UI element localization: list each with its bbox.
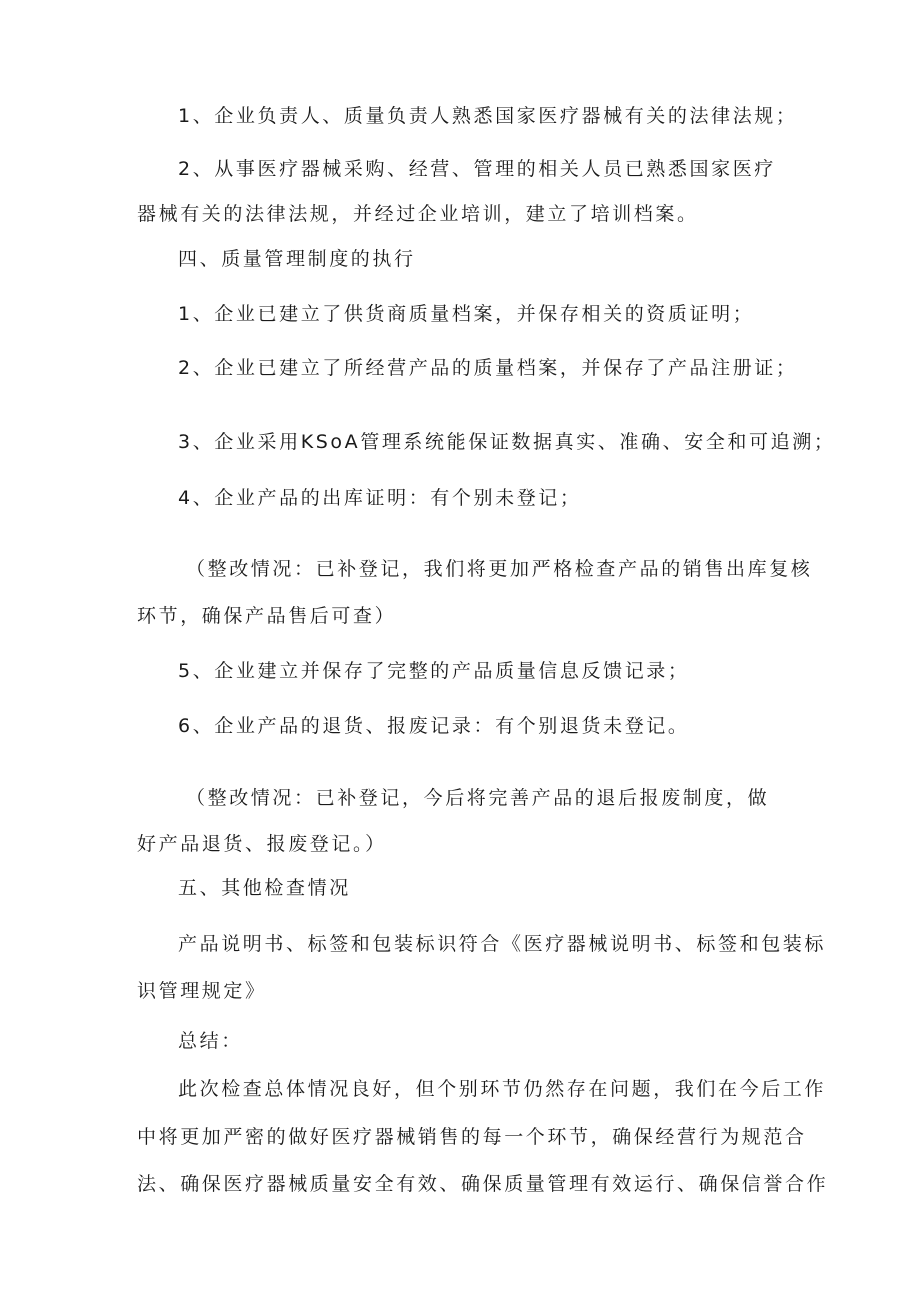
rectification-note-2-line-2: 好产品退货、报废登记。）: [137, 833, 387, 855]
rectification-note-1-line-1: （整改情况：已补登记，我们将更加严格检查产品的销售出库复核: [186, 558, 813, 580]
item-management-system: 3、企业采用KSoA管理系统能保证数据真实、准确、安全和可追溯；: [178, 431, 836, 453]
rectification-note-2-line-1: （整改情况：已补登记，今后将完善产品的退后报废制度，做: [186, 787, 770, 809]
labeling-compliance-line-1: 产品说明书、标签和包装标识符合《医疗器械说明书、标签和包装标: [178, 933, 827, 955]
item-product-archive: 2、企业已建立了所经营产品的质量档案，并保存了产品注册证；: [178, 357, 798, 379]
summary-paragraph-line-1: 此次检查总体情况良好，但个别环节仍然存在问题，我们在今后工作: [178, 1078, 827, 1100]
rectification-note-1-line-2: 环节，确保产品售后可查）: [137, 605, 397, 627]
summary-paragraph-line-3: 法、确保医疗器械质量安全有效、确保质量管理有效运行、确保信誉合作: [137, 1173, 829, 1195]
section-heading-4: 四、质量管理制度的执行: [178, 248, 416, 270]
summary-paragraph-line-2: 中将更加严密的做好医疗器械销售的每一个环节，确保经营行为规范合: [137, 1126, 807, 1148]
labeling-compliance-line-2: 识管理规定》: [137, 980, 267, 1002]
summary-heading: 总结：: [178, 1030, 243, 1052]
section-heading-5: 五、其他检查情况: [178, 877, 351, 899]
item-supplier-archive: 1、企业已建立了供货商质量档案，并保存相关的资质证明；: [178, 303, 755, 325]
item-staff-familiar-line-1: 2、从事医疗器械采购、经营、管理的相关人员已熟悉国家医疗: [178, 158, 776, 180]
item-responsible-persons-familiar: 1、企业负责人、质量负责人熟悉国家医疗器械有关的法律法规；: [178, 105, 798, 127]
item-outbound-records: 4、企业产品的出库证明：有个别未登记；: [178, 487, 582, 509]
item-feedback-records: 5、企业建立并保存了完整的产品质量信息反馈记录；: [178, 660, 690, 682]
item-return-scrap-records: 6、企业产品的退货、报废记录：有个别退货未登记。: [178, 715, 690, 737]
item-staff-familiar-line-2: 器械有关的法律法规，并经过企业培训，建立了培训档案。: [137, 203, 699, 225]
